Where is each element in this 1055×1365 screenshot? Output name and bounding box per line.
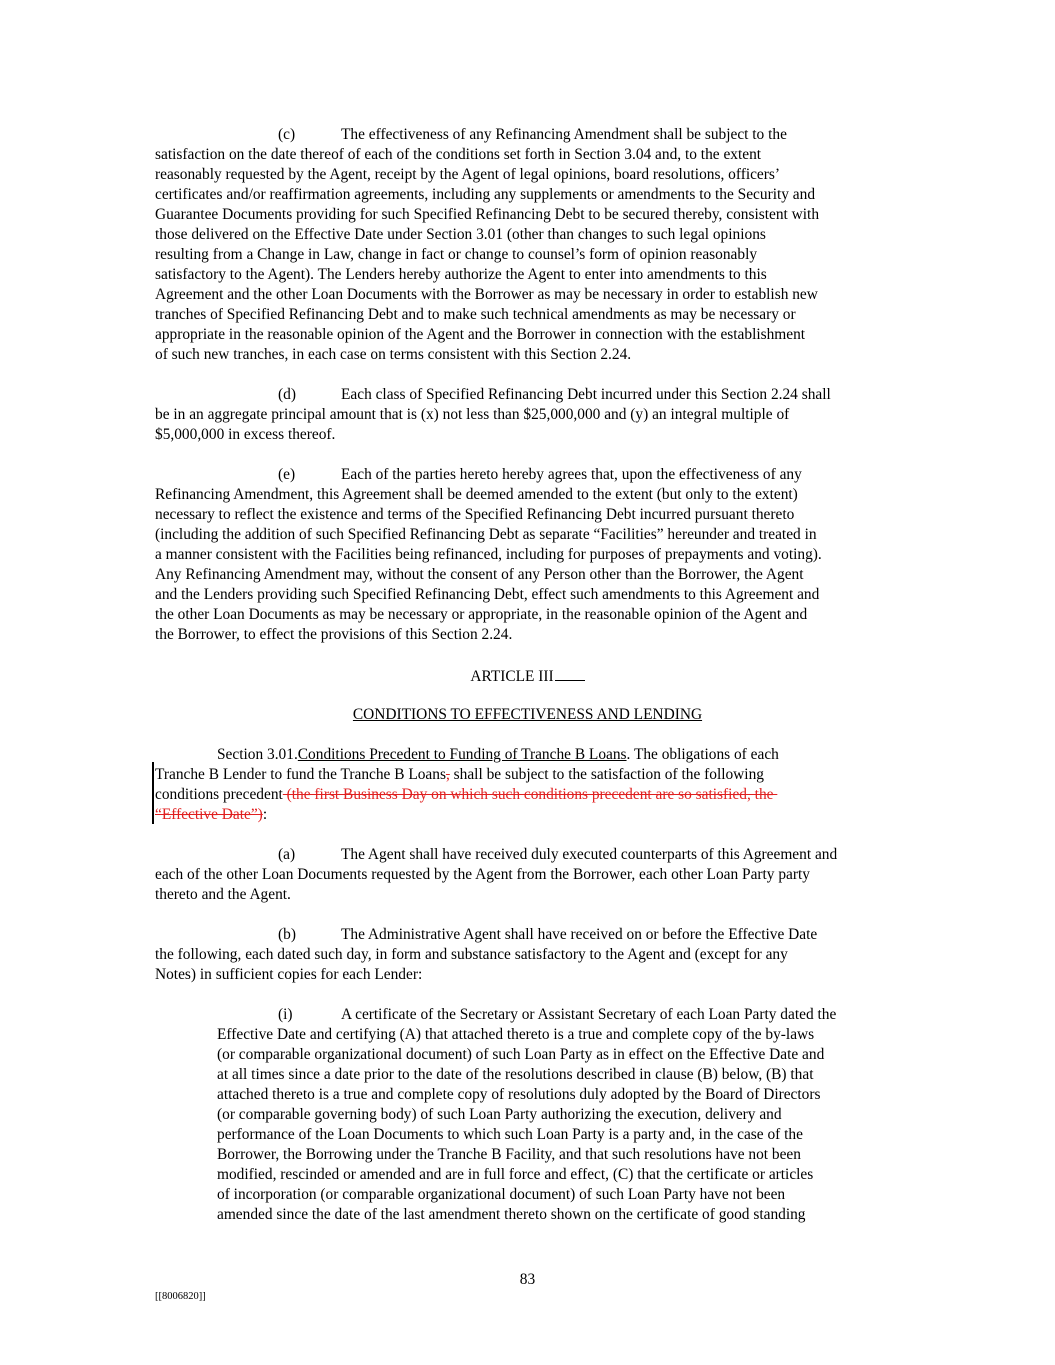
text-line: necessary to reflect the existence and terms of the Specified Refinancing Debt incurred pursuant thereto (155, 506, 795, 523)
text-run: . The obligations of each (626, 746, 779, 763)
text-run: shall be subject to the satisfaction of the following (449, 766, 764, 783)
text-line: (including the addition of such Specified Refinancing Debt as separate “Facilities” hereunder and treated in (155, 526, 817, 543)
text-line: performance of the Loan Documents to which such Loan Party is a party and, in the case of the (217, 1126, 803, 1143)
text-line: Notes) in sufficient copies for each Lender: (155, 966, 423, 983)
article-number-text: ARTICLE III (470, 668, 554, 685)
article-title (0, 705, 1055, 725)
text-line: of incorporation (or comparable organizational document) of such Loan Party have not been (217, 1186, 786, 1203)
document-id: [[8006820]] (155, 1291, 206, 1302)
section-number: Section 3.01. (217, 746, 298, 763)
text-line: a manner consistent with the Facilities being refinanced, including for purposes of prepayments and voting). (155, 546, 822, 563)
text-line: the Borrower, to effect the provisions of this Section 2.24. (155, 626, 513, 643)
deleted-text: , (445, 766, 450, 783)
text-line: satisfaction on the date thereof of each of the conditions set forth in Section 3.04 and, to the extent (155, 146, 762, 163)
text-line: tranches of Specified Refinancing Debt and to make such technical amendments as may be necessary or (155, 306, 796, 323)
text-line: certificates and/or reaffirmation agreements, including any supplements or amendments to the Security and (155, 186, 816, 203)
text-line: Guarantee Documents providing for such Specified Refinancing Debt to be secured thereby, consistent with (155, 206, 820, 223)
text-line: modified, rescinded or amended and are in full force and effect, (C) that the certificate or articles (217, 1166, 814, 1183)
text-line: Refinancing Amendment, this Agreement shall be deemed amended to the extent (but only to the extent) (155, 486, 798, 503)
section-heading: Conditions Precedent to Funding of Tranche B Loans (297, 746, 627, 763)
text-line: The Agent shall have received duly executed counterparts of this Agreement and (341, 846, 838, 863)
text-line: be in an aggregate principal amount that is (x) not less than $25,000,000 and (y) an integral multiple of (155, 406, 790, 423)
paragraph-label: (b) (278, 926, 296, 943)
text-line: Agreement and the other Loan Documents with the Borrower as may be necessary in order to establish new (155, 286, 818, 303)
paragraph-label: (e) (278, 466, 296, 483)
text-line: (or comparable governing body) of such Loan Party authorizing the execution, delivery and (217, 1106, 782, 1123)
text-line: satisfactory to the Agent). The Lenders hereby authorize the Agent to enter into amendments to this (155, 266, 767, 283)
text-line: $5,000,000 in excess thereof. (155, 426, 336, 443)
paragraph-label: (i) (278, 1006, 293, 1023)
text-line: appropriate in the reasonable opinion of the Agent and the Borrower in connection with the establishment (155, 326, 806, 343)
article-title-text: CONDITIONS TO EFFECTIVENESS AND LENDING (352, 706, 703, 723)
article-number (0, 665, 1055, 687)
text-line: Each of the parties hereto hereby agrees that, upon the effectiveness of any (341, 466, 802, 483)
text-run: : (262, 806, 268, 823)
text-line: attached thereto is a true and complete copy of resolutions duly adopted by the Board of Directors (217, 1086, 821, 1103)
text-line: A certificate of the Secretary or Assistant Secretary of each Loan Party dated the (341, 1006, 837, 1023)
text-line: Each class of Specified Refinancing Debt incurred under this Section 2.24 shall (341, 386, 831, 403)
section-heading-line (217, 745, 779, 765)
text-line: (or comparable organizational document) of such Loan Party as in effect on the Effective Date and (217, 1046, 825, 1063)
text-line (155, 765, 764, 785)
text-line: Effective Date and certifying (A) that attached thereto is a true and complete copy of the by-laws (217, 1026, 815, 1043)
text-line: Any Refinancing Amendment may, without the consent of any Person other than the Borrower, the Agent (155, 566, 804, 583)
text-line: thereto and the Agent. (155, 886, 291, 903)
paragraph-label: (c) (278, 126, 296, 143)
text-run: conditions precedent (155, 786, 283, 803)
deleted-text: (the first Business Day on which such conditions precedent are so satisfied, the (282, 786, 778, 803)
text-line: at all times since a date prior to the date of the resolutions described in clause (B) below, (B) that (217, 1066, 814, 1083)
article-underline (555, 665, 585, 681)
paragraph-label: (a) (278, 846, 296, 863)
text-line: Borrower, the Borrowing under the Tranche B Facility, and that such resolutions have not been (217, 1146, 801, 1163)
page-number: 83 (519, 1271, 536, 1288)
text-line: The effectiveness of any Refinancing Amendment shall be subject to the (341, 126, 787, 143)
change-bar (152, 762, 154, 824)
text-line (155, 805, 267, 825)
text-line: The Administrative Agent shall have received on or before the Effective Date (341, 926, 818, 943)
text-line: the following, each dated such day, in form and substance satisfactory to the Agent and (except for any (155, 946, 788, 963)
text-line: the other Loan Documents as may be necessary or appropriate, in the reasonable opinion of the Agent and (155, 606, 808, 623)
text-run: Tranche B Lender to fund the Tranche B Loans (155, 766, 446, 783)
text-line (155, 785, 777, 805)
text-line: those delivered on the Effective Date under Section 3.01 (other than changes to such legal opinions (155, 226, 766, 243)
text-line: reasonably requested by the Agent, receipt by the Agent of legal opinions, board resolutions, officers’ (155, 166, 781, 183)
text-line: and the Lenders providing such Specified Refinancing Debt, effect such amendments to this Agreement and (155, 586, 820, 603)
text-line: each of the other Loan Documents requested by the Agent from the Borrower, each other Loan Party party (155, 866, 810, 883)
paragraph-label: (d) (278, 386, 296, 403)
text-line: resulting from a Change in Law, change in fact or change to counsel’s form of opinion reasonably (155, 246, 758, 263)
text-line: amended since the date of the last amendment thereto shown on the certificate of good standing (217, 1206, 806, 1223)
deleted-text: “Effective Date”) (155, 806, 263, 823)
text-line: of such new tranches, in each case on terms consistent with this Section 2.24. (155, 346, 632, 363)
